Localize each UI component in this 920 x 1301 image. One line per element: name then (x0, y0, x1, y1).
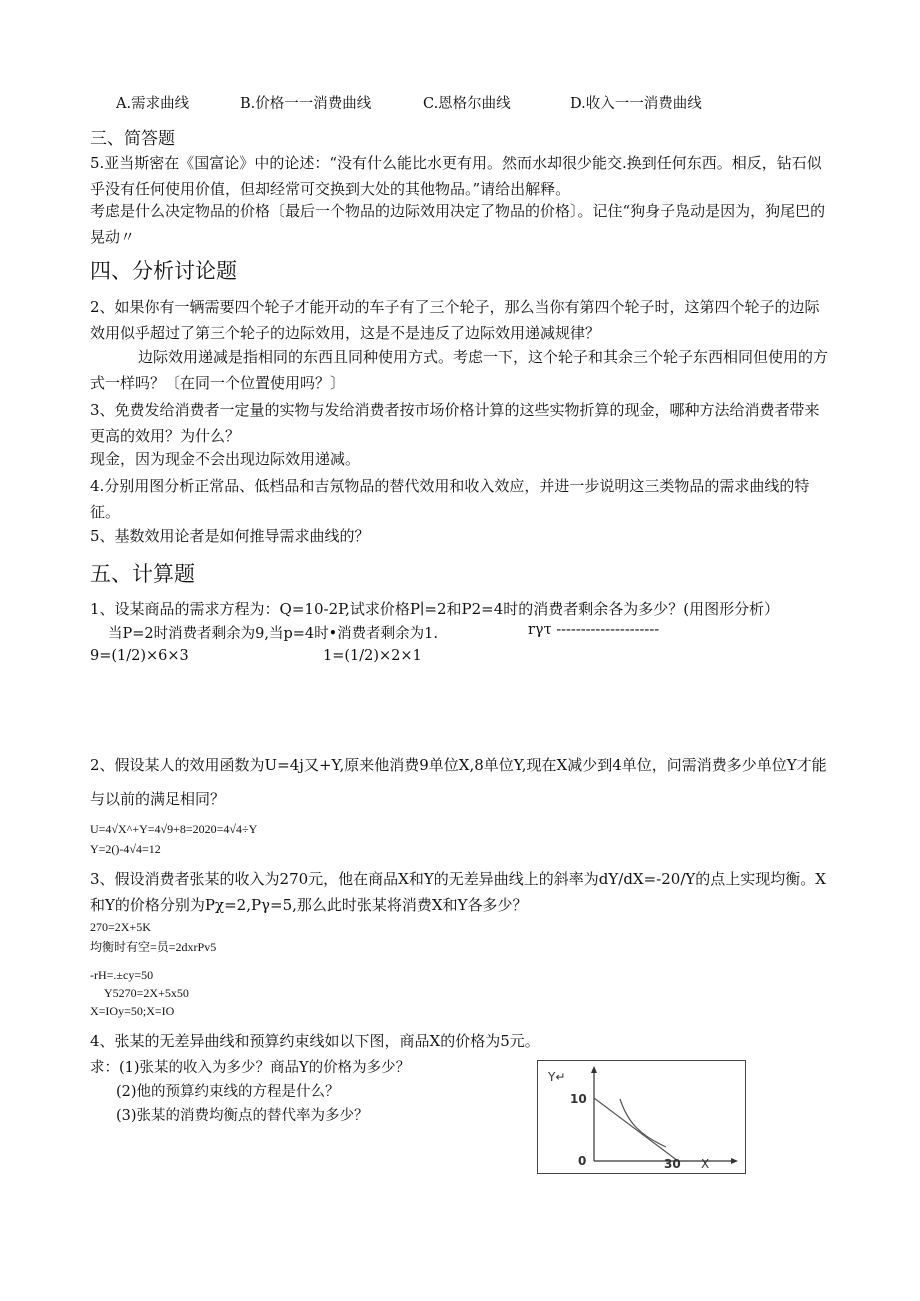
s5-answer-3-line5: X=IOy=50;X=IO (90, 1004, 175, 1018)
s5-answer-3-line3: -rH=.±cy=50 (90, 968, 154, 982)
s4-question-4: 4.分别用图分析正常品、低档品和吉氖物品的替代效用和收入效应，并进一步说明这三类物品的需求曲线的特征。 (90, 477, 810, 521)
option-c: C.恩格尔曲线 (423, 96, 511, 112)
s5-answer-3-line2: 均衡时有空=员=2dxrPv5 (90, 940, 217, 954)
s5-formula-2: 1=(1/2)×2×1 (323, 648, 422, 664)
s5-question-4: 4、张某的无差异曲线和预算约束线如以下图，商品X的价格为5元。 (90, 1032, 540, 1050)
s5-answer-2-line2: Y=2()-4√4=12 (90, 842, 161, 856)
s4-question-3: 3、免费发给消费者一定量的实物与发给消费者按市场价格计算的这些实物折算的现金，哪种方法给消费者带来更高的效用？为什么？ (90, 401, 820, 445)
s3-answer-5: 考虑是什么决定物品的价格〔最后一个物品的边际效用决定了物品的价格〕。记住“狗身子凫动是因为，狗尾巴的晃动〃 (90, 202, 826, 246)
s4-question-2: 2、如果你有一辆需要四个轮子才能开动的车子有了三个轮子，那么当你有第四个轮子时，这第四个轮子的边际效用似乎超过了第三个轮子的边际效用，这是不是违反了边际效用递减规律？ (90, 298, 820, 342)
s5-q4-sub-1: 求：(1)张某的收入为多少？商品Y的价格为多少？ (90, 1060, 411, 1076)
s4-question-5: 5、基数效用论者是如何推导需求曲线的？ (90, 527, 370, 545)
figure-svg (538, 1061, 745, 1173)
s5-q4-sub-2: (2)他的预算约束线的方程是什么？ (116, 1084, 340, 1100)
s4-answer-2: 边际效用递减是指相同的东西且同种使用方式。考虑一下，这个轮子和其余三个轮子东西相同但使用的方式一样吗？〔在同一个位置使用吗？〕 (90, 348, 829, 392)
s5-answer-1: 当P=2时消费者剩余为9,当p=4时•消费者剩余为1. (108, 626, 439, 642)
option-a: A.需求曲线 (116, 96, 190, 112)
s5-q4-sub-3: (3)张某的消费均衡点的替代率为多少？ (116, 1108, 369, 1124)
option-d: D.收入一一消费曲线 (570, 96, 702, 112)
x-axis-arrow (731, 1158, 738, 1164)
s5-formula-1: 9=(1/2)×6×3 (90, 648, 189, 664)
s3-question-5: 5.亚当斯密在《国富论》中的论述：“没有什么能比水更有用。然而水却很少能交.换到任何东西。相反，钻石似乎没有任何使用价值，但却经常可交换到大处的其他物品。”请给出解释。 (90, 154, 822, 198)
option-b: B.价格一一消费曲线 (240, 96, 372, 112)
s5-answer-3-line1: 270=2X+5K (90, 920, 151, 934)
x-axis-label: X (701, 1157, 710, 1171)
s5-answer-1-scrap: rγτ --------------------- (528, 622, 660, 638)
s4-answer-3: 现金，因为现金不会出现边际效用递减。 (90, 450, 361, 468)
s5-question-2: 2、假设某人的效用函数为U=4j又+Y,原来他消费9单位X,8单位Y,现在X减少到4单位，问需消费多少单位Y才能与以前的满足相同？ (90, 756, 827, 808)
s5-question-1: 1、设某商品的需求方程为：Q=10-2P,试求价格P∣=2和P2=4时的消费者剩余各为多少？(用图形分析） (90, 600, 780, 618)
origin-label: 0 (578, 1154, 587, 1168)
section-4-title: 四、分析讨论题 (90, 259, 237, 283)
section-3-title: 三、简答题 (90, 129, 175, 149)
x-tick-30: 30 (664, 1157, 681, 1171)
y-axis-label: Y↵ (548, 1070, 566, 1084)
s5-answer-3-line4: Y5270=2X+5x50 (104, 986, 189, 1000)
y-tick-10: 10 (570, 1092, 587, 1106)
budget-line (594, 1098, 678, 1161)
indifference-curve-figure (537, 1060, 746, 1174)
s5-question-3: 3、假设消费者张某的收入为270元，他在商品X和Y的无差异曲线上的斜率为dY/dX=-20/Y的点上实现均衡。X和Y的价格分别为Pχ=2,Pγ=5,那么此时张某将消费X和Y各多少？ (90, 870, 826, 914)
section-5-title: 五、计算题 (90, 562, 195, 586)
s5-answer-2-line1: U=4√X^+Y=4√9+8=2020=4√4÷Y (90, 822, 258, 836)
y-axis-arrow (591, 1066, 597, 1073)
